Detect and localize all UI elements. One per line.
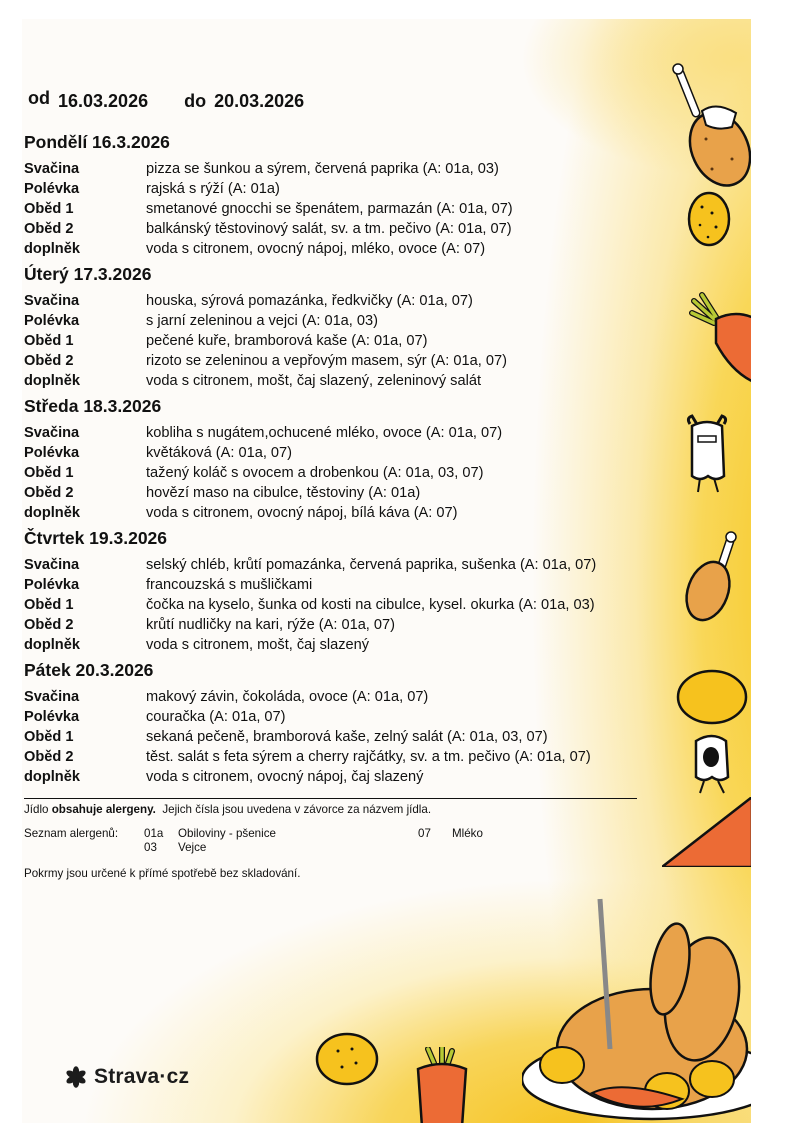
meal-value: hovězí maso na cibulce, těstoviny (A: 01a) — [146, 485, 421, 501]
meal-row — [24, 219, 664, 239]
meal-value: pizza se šunkou a sýrem, červená paprika (A: 01a, 03) — [146, 161, 499, 177]
meal-value: těst. salát s feta sýrem a cherry rajčátky, sv. a tm. pečivo (A: 01a, 07) — [146, 749, 591, 765]
meal-value: voda s citronem, mošt, čaj slazený — [146, 637, 370, 653]
potato-icon — [686, 189, 732, 249]
meal-label: Svačina — [24, 161, 80, 177]
meal-row — [24, 311, 664, 331]
meal-row — [24, 483, 664, 503]
meal-label: Polévka — [24, 577, 80, 593]
day-title: Úterý 17.3.2026 — [24, 264, 152, 284]
day-section — [24, 527, 664, 655]
meal-label: Svačina — [24, 557, 80, 573]
chicken-drumstick-icon — [682, 529, 738, 625]
meal-value: rizoto se zeleninou a vepřovým masem, sýr (A: 01a, 07) — [146, 353, 507, 369]
meal-row — [24, 595, 664, 615]
to-label: do — [184, 91, 207, 111]
meal-label: Oběd 1 — [24, 201, 74, 217]
meal-row — [24, 179, 664, 199]
strava-logo — [64, 1065, 189, 1089]
meal-label: doplněk — [24, 637, 80, 653]
meal-row — [24, 423, 664, 443]
meal-value: kobliha s nugátem,ochucené mléko, ovoce (A: 01a, 07) — [146, 425, 503, 441]
meal-label: Svačina — [24, 293, 80, 309]
day-section — [24, 131, 664, 259]
meal-value: čočka na kyselo, šunka od kosti na cibulce, kysel. okurka (A: 01a, 03) — [146, 597, 595, 613]
meal-row — [24, 351, 664, 371]
roast-chicken-plate-icon — [522, 879, 751, 1123]
from-label: od — [28, 88, 50, 108]
meal-row — [24, 463, 664, 483]
meal-label: Oběd 1 — [24, 333, 74, 349]
meal-row — [24, 331, 664, 351]
meal-label: Polévka — [24, 709, 80, 725]
meal-value: pečené kuře, bramborová kaše (A: 01a, 07) — [146, 333, 428, 349]
day-title: Pondělí 16.3.2026 — [24, 132, 170, 152]
meal-label: doplněk — [24, 373, 80, 389]
divider — [24, 798, 637, 799]
meal-label: Oběd 2 — [24, 221, 74, 237]
meal-label: Oběd 2 — [24, 485, 74, 501]
brand-name: Strava·cz — [94, 1065, 190, 1088]
meal-label: Oběd 1 — [24, 597, 74, 613]
weekly-menu — [24, 131, 664, 791]
from-date: 16.03.2026 — [58, 91, 149, 111]
meal-row — [24, 555, 664, 575]
meal-value: francouzská s mušličkami — [146, 577, 313, 593]
meal-value: voda s citronem, ovocný nápoj, mléko, ovoce (A: 07) — [146, 241, 486, 257]
meal-label: doplněk — [24, 505, 80, 521]
meal-value: couračka (A: 01a, 07) — [146, 709, 286, 725]
meal-label: Polévka — [24, 313, 80, 329]
monster-holding-potato-icon — [676, 669, 748, 799]
allergen-note: Jídlo obsahuje alergeny. Jejich čísla jsou uvedena v závorce za názvem jídla. — [24, 803, 432, 816]
meal-value: smetanové gnocchi se špenátem, parmazán (A: 01a, 07) — [146, 201, 513, 217]
meal-value: voda s citronem, ovocný nápoj, bílá káva (A: 07) — [146, 505, 458, 521]
meal-row — [24, 575, 664, 595]
carrot-icon — [412, 1047, 472, 1123]
storage-note: Pokrmy jsou určené k přímé spotřebě bez skladování. — [24, 867, 301, 880]
allergen-item: 03 Vejce — [144, 841, 207, 854]
meal-value: houska, sýrová pomazánka, ředkvičky (A: 01a, 07) — [146, 293, 473, 309]
meal-row — [24, 615, 664, 635]
to-date: 20.03.2026 — [214, 91, 305, 111]
meal-row — [24, 371, 664, 391]
meal-value: tažený koláč s ovocem a drobenkou (A: 01a, 03, 07) — [146, 465, 484, 481]
allergen-list-label: Seznam alergenů: — [24, 827, 119, 840]
meal-value: selský chléb, krůtí pomazánka, červená paprika, sušenka (A: 01a, 07) — [146, 557, 597, 573]
allergen-item: 01a Obiloviny - pšenice — [144, 827, 276, 840]
menu-page — [22, 19, 751, 1123]
meal-row — [24, 159, 664, 179]
day-title: Středa 18.3.2026 — [24, 396, 162, 416]
allergen-item: 07 Mléko — [418, 827, 483, 840]
meal-label: Oběd 2 — [24, 749, 74, 765]
meal-value: rajská s rýží (A: 01a) — [146, 181, 280, 197]
chicken-leg-character-icon — [662, 59, 751, 199]
potato-icon — [312, 1029, 382, 1089]
meal-value: balkánský těstovinový salát, sv. a tm. pečivo (A: 01a, 07) — [146, 221, 512, 237]
meal-row — [24, 767, 664, 787]
date-range — [28, 88, 305, 112]
day-section — [24, 659, 664, 787]
meal-row — [24, 443, 664, 463]
meal-row — [24, 503, 664, 523]
meal-row — [24, 747, 664, 767]
meal-label: Polévka — [24, 181, 80, 197]
day-section — [24, 263, 664, 391]
meal-label: doplněk — [24, 769, 80, 785]
meal-label: Oběd 1 — [24, 465, 74, 481]
meal-row — [24, 239, 664, 259]
meal-value: květáková (A: 01a, 07) — [146, 445, 293, 461]
meal-value: krůtí nudličky na kari, rýže (A: 01a, 07) — [146, 617, 396, 633]
meal-label: Oběd 2 — [24, 353, 74, 369]
day-section — [24, 395, 664, 523]
meal-label: Svačina — [24, 425, 80, 441]
meal-label: doplněk — [24, 241, 80, 257]
meal-label: Oběd 1 — [24, 729, 74, 745]
meal-value: voda s citronem, ovocný nápoj, čaj slazený — [146, 769, 424, 785]
carrot-icon — [662, 797, 751, 867]
meal-row — [24, 687, 664, 707]
flower-asterisk-icon — [64, 1065, 88, 1089]
meal-row — [24, 707, 664, 727]
meal-row — [24, 727, 664, 747]
meal-row — [24, 199, 664, 219]
meal-label: Polévka — [24, 445, 80, 461]
monster-character-icon — [682, 414, 732, 499]
meal-label: Svačina — [24, 689, 80, 705]
meal-row — [24, 291, 664, 311]
day-title: Čtvrtek 19.3.2026 — [24, 528, 168, 548]
carrot-icon — [688, 291, 751, 391]
meal-label: Oběd 2 — [24, 617, 74, 633]
meal-row — [24, 635, 664, 655]
meal-value: s jarní zeleninou a vejci (A: 01a, 03) — [146, 313, 379, 329]
meal-value: voda s citronem, mošt, čaj slazený, zeleninový salát — [146, 373, 481, 389]
day-title: Pátek 20.3.2026 — [24, 660, 154, 680]
meal-value: makový závin, čokoláda, ovoce (A: 01a, 07) — [146, 689, 429, 705]
meal-value: sekaná pečeně, bramborová kaše, zelný salát (A: 01a, 03, 07) — [146, 729, 548, 745]
